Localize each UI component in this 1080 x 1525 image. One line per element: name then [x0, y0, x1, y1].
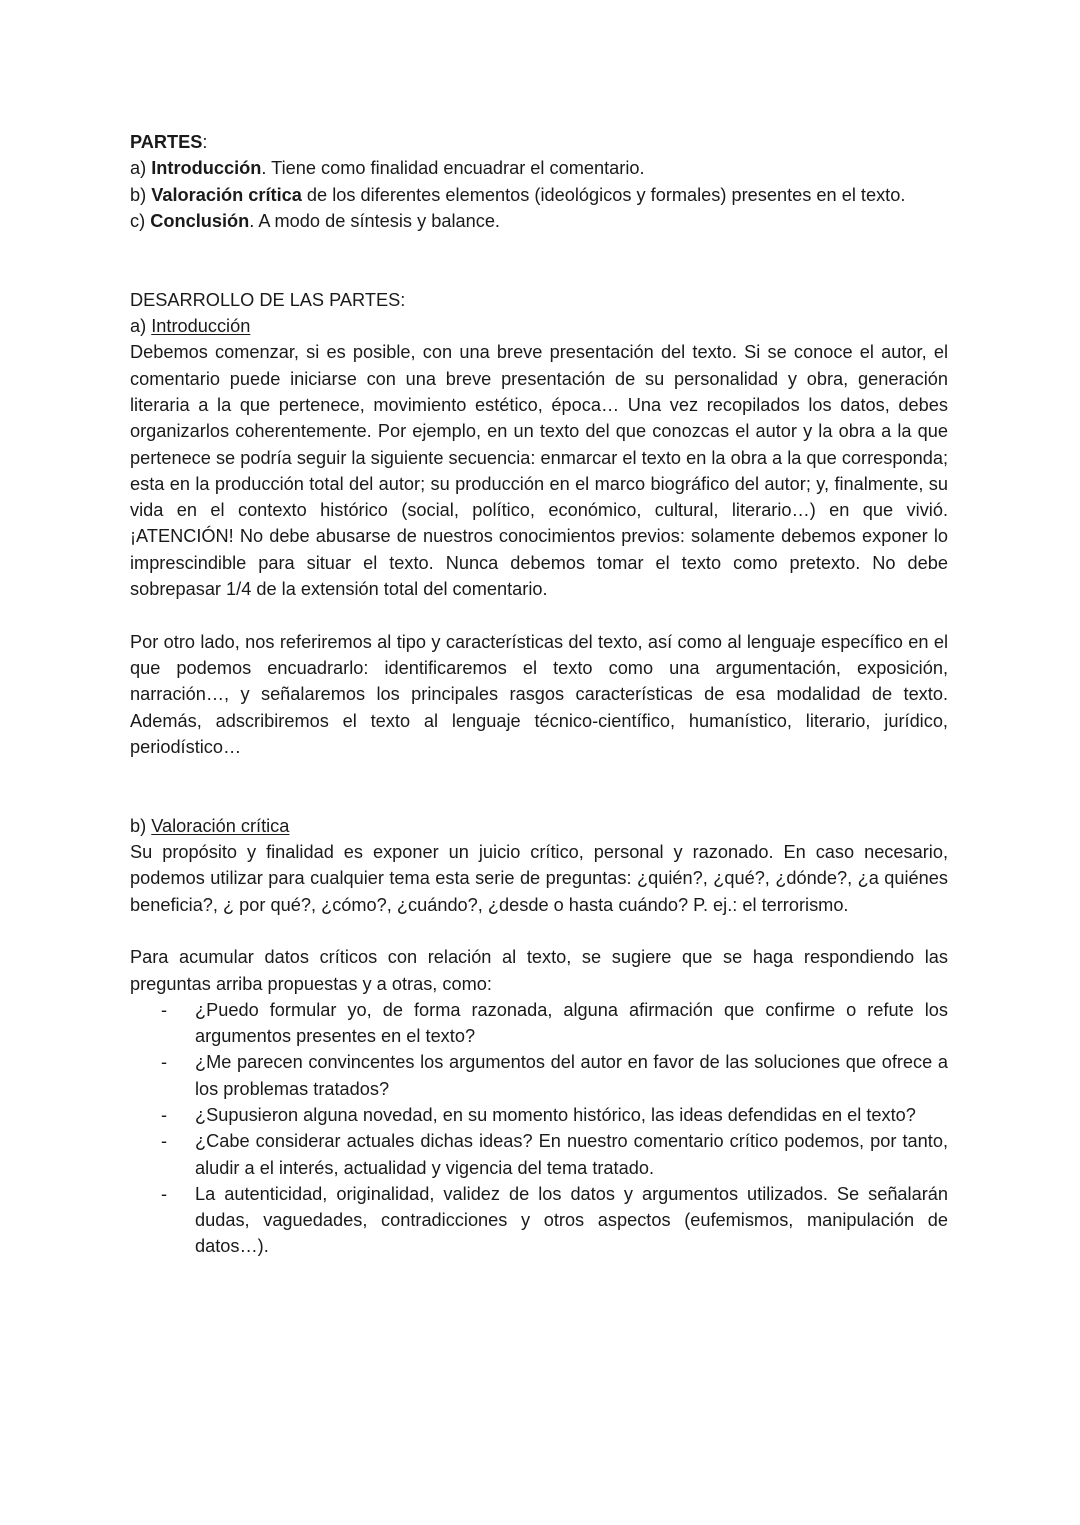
partes-item-c-text: . A modo de síntesis y balance.	[249, 210, 500, 231]
intro-section-label: Introducción	[151, 316, 251, 337]
desarrollo-heading: DESARROLLO DE LAS PARTES:	[130, 289, 406, 310]
list-item-text: ¿Puedo formular yo, de forma razonada, alguna afirmación que confirme o refute los argumentos presentes en el texto?	[195, 999, 948, 1047]
intro-paragraph-1: Debemos comenzar, si es posible, con una breve presentación del texto. Si se conoce el autor, el comentario puede iniciarse con una breve presentación de su personalidad y obra, generación literaria a la que pertenece, movimiento estético, época… Una vez recopilados los datos, debes organizarlos coherentemente. Por ejemplo, en un texto del que conozcas el autor y la obra a la que pertenece se podría seguir la siguiente secuencia: enmarcar el texto en la obra a la que corresponda; esta en la producción total del autor; su producción en el marco biográfico del autor; y, finalmente, su vida en el contexto histórico (social, político, económico, cultural, literario…) en que vivió. ¡ATENCIÓN! No debe abusarse de nuestros conocimientos previos: solamente debemos exponer lo imprescindible para situar el texto. Nunca debemos tomar el texto como pretexto. No debe sobrepasar 1/4 de la extensión total del comentario.	[130, 342, 948, 600]
spacer	[130, 234, 948, 287]
list-item	[130, 1181, 948, 1260]
valoracion-paragraph-2: Para acumular datos críticos con relación al texto, se sugiere que se haga respondiendo las preguntas arriba propuestas y a otras, como:	[130, 947, 948, 994]
list-item-text: ¿Me parecen convincentes los argumentos del autor en favor de las soluciones que ofrece a los problemas tratados?	[195, 1052, 948, 1099]
spacer	[130, 760, 948, 813]
partes-item-c-bold: Conclusión	[150, 210, 250, 231]
bullet-dash: -	[161, 1104, 168, 1125]
partes-item-c	[130, 208, 948, 234]
partes-heading: PARTES	[130, 132, 203, 152]
valoracion-bullet-list	[130, 997, 948, 1260]
list-item	[130, 1102, 948, 1128]
intro-section-title	[130, 313, 948, 339]
spacer	[130, 602, 948, 628]
bullet-dash: -	[161, 1183, 168, 1204]
list-item-text: ¿Supusieron alguna novedad, en su momento histórico, las ideas defendidas en el texto?	[195, 1104, 916, 1125]
partes-item-a	[130, 155, 948, 181]
bullet-dash: -	[161, 999, 168, 1020]
valoracion-section-prefix: b)	[130, 815, 152, 836]
list-item	[130, 997, 948, 1050]
list-item-text: ¿Cabe considerar actuales dichas ideas? En nuestro comentario crítico podemos, por tanto, aludir a el interés, actualidad y vigencia del tema tratado.	[195, 1131, 948, 1178]
valoracion-section-label: Valoración crítica	[151, 815, 290, 836]
partes-heading-colon: :	[202, 132, 208, 152]
intro-paragraph-2: Por otro lado, nos referiremos al tipo y características del texto, así como al lenguaje específico en el que podemos encuadrarlo: identificaremos el texto como una argumentación, exposición, narración…, y señalaremos los principales rasgos características de esa modalidad de texto. Además, adscribiremos el texto al lenguaje técnico-científico, humanístico, literario, jurídico, periodístico…	[130, 631, 948, 757]
list-item	[130, 1049, 948, 1102]
partes-item-b-prefix: b)	[130, 184, 152, 205]
valoracion-section-title	[130, 813, 948, 839]
bullet-dash: -	[161, 1052, 168, 1073]
partes-item-a-prefix: a)	[130, 158, 152, 179]
list-item	[130, 1128, 948, 1181]
document-page	[130, 129, 948, 1260]
bullet-dash: -	[161, 1131, 168, 1152]
partes-item-a-bold: Introducción	[151, 158, 262, 179]
partes-item-a-text: . Tiene como finalidad encuadrar el comentario.	[261, 158, 645, 179]
partes-item-b-bold: Valoración crítica	[151, 184, 302, 205]
valoracion-paragraph-1: Su propósito y finalidad es exponer un juicio crítico, personal y razonado. En caso necesario, podemos utilizar para cualquier tema esta serie de preguntas: ¿quién?, ¿qué?, ¿dónde?, ¿a quiénes beneficia?, ¿ por qué?, ¿cómo?, ¿cuándo?, ¿desde o hasta cuándo? P. ej.: el terrorismo.	[130, 842, 948, 915]
partes-item-b-text: de los diferentes elementos (ideológicos y formales) presentes en el texto.	[301, 184, 906, 205]
list-item-text: La autenticidad, originalidad, validez de los datos y argumentos utilizados. Se señalarán dudas, vaguedades, contradicciones y otros aspectos (eufemismos, manipulación de datos…).	[195, 1183, 948, 1257]
partes-item-c-prefix: c)	[130, 210, 151, 231]
spacer	[130, 918, 948, 944]
partes-item-b	[130, 182, 948, 208]
partes-heading-line	[130, 129, 948, 155]
intro-section-prefix: a)	[130, 316, 152, 337]
